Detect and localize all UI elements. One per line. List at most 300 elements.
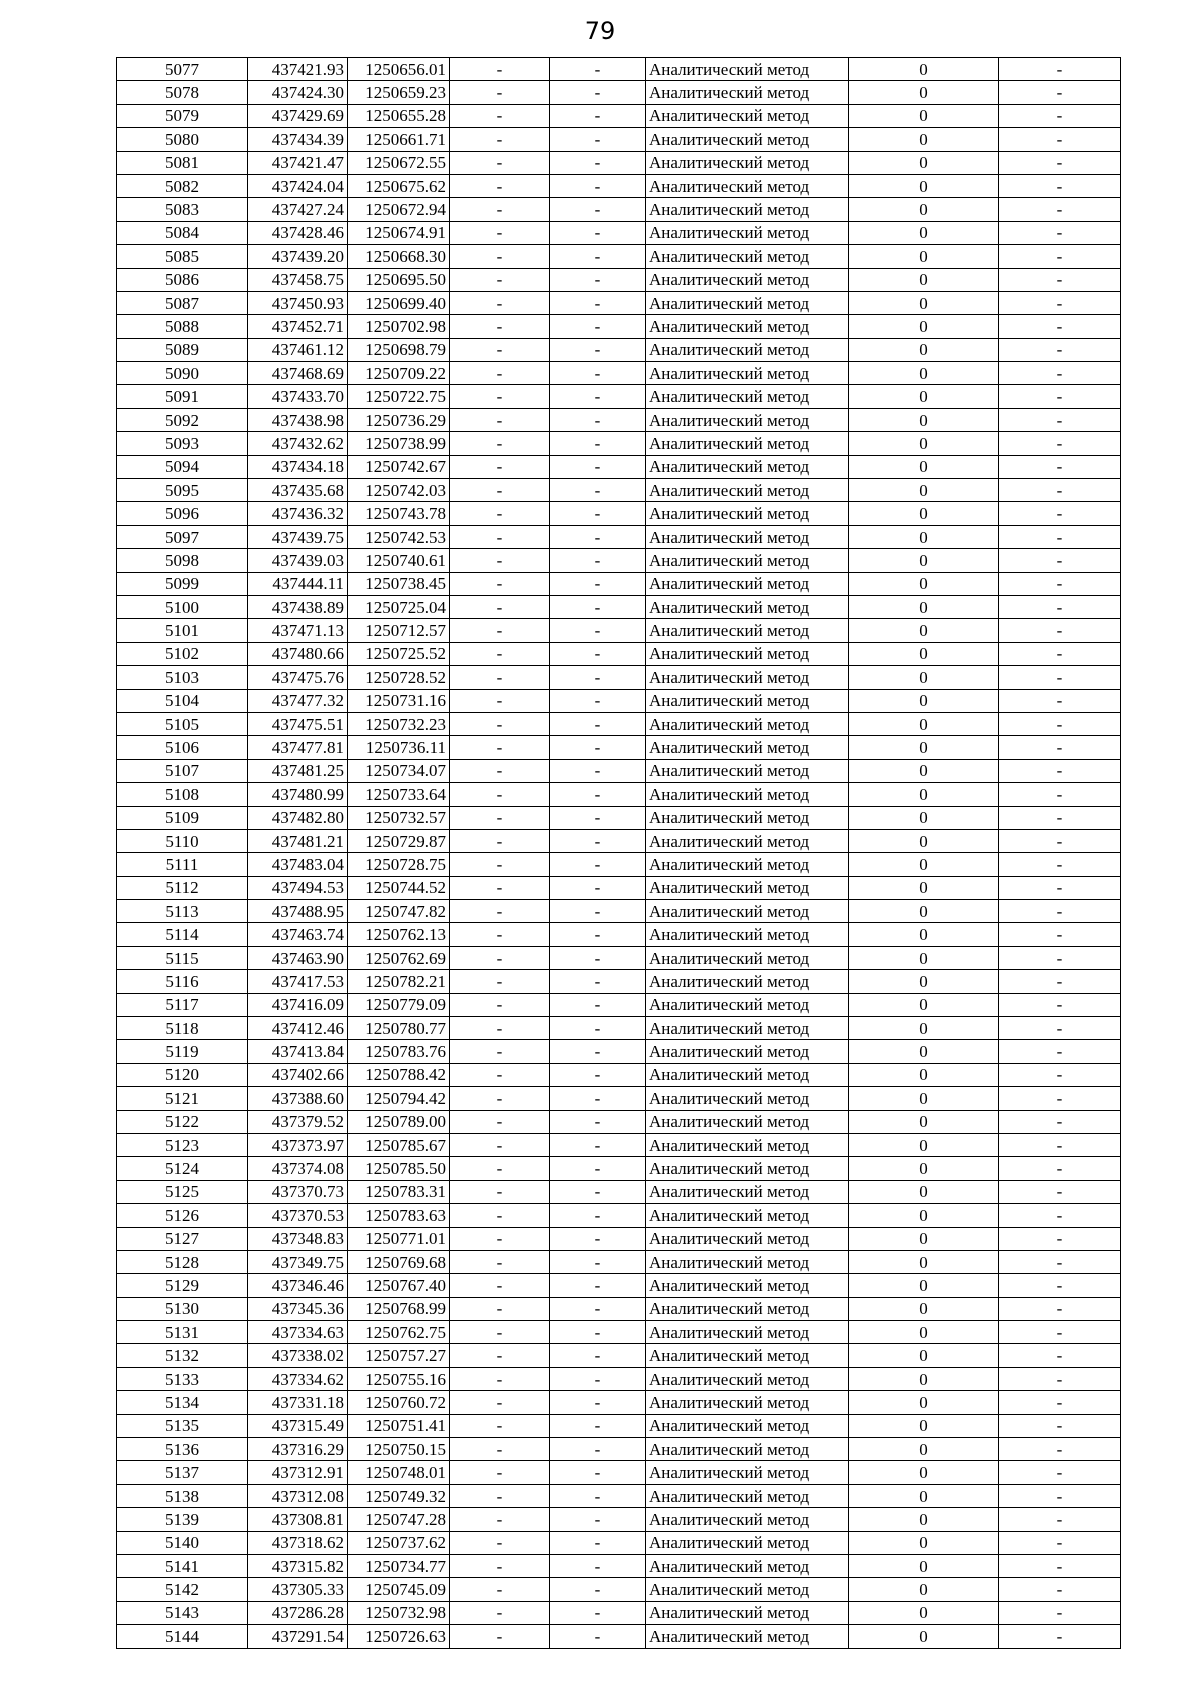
y-coordinate-cell: 1250762.13 (348, 923, 450, 946)
empty-value-cell: - (450, 1531, 550, 1554)
method-cell: Аналитический метод (646, 502, 849, 525)
y-coordinate-cell: 1250760.72 (348, 1391, 450, 1414)
table-row (117, 1484, 1121, 1507)
empty-value-cell: - (450, 1438, 550, 1461)
method-cell: Аналитический метод (646, 432, 849, 455)
method-cell: Аналитический метод (646, 923, 849, 946)
empty-value-cell: - (550, 1157, 646, 1180)
error-value-cell: 0 (849, 759, 999, 782)
x-coordinate-cell: 437427.24 (248, 198, 348, 221)
x-coordinate-cell: 437432.62 (248, 432, 348, 455)
empty-value-cell: - (450, 1040, 550, 1063)
empty-value-cell: - (999, 900, 1121, 923)
method-cell: Аналитический метод (646, 479, 849, 502)
empty-value-cell: - (999, 362, 1121, 385)
table-row (117, 1344, 1121, 1367)
empty-value-cell: - (450, 712, 550, 735)
method-cell: Аналитический метод (646, 1578, 849, 1601)
x-coordinate-cell: 437305.33 (248, 1578, 348, 1601)
x-coordinate-cell: 437416.09 (248, 993, 348, 1016)
empty-value-cell: - (999, 1508, 1121, 1531)
empty-value-cell: - (999, 572, 1121, 595)
empty-value-cell: - (999, 759, 1121, 782)
table-row (117, 1227, 1121, 1250)
x-coordinate-cell: 437412.46 (248, 1017, 348, 1040)
empty-value-cell: - (450, 1391, 550, 1414)
error-value-cell: 0 (849, 1461, 999, 1484)
empty-value-cell: - (999, 315, 1121, 338)
empty-value-cell: - (999, 1110, 1121, 1133)
error-value-cell: 0 (849, 1204, 999, 1227)
empty-value-cell: - (999, 104, 1121, 127)
y-coordinate-cell: 1250737.62 (348, 1531, 450, 1554)
empty-value-cell: - (550, 1578, 646, 1601)
table-row (117, 1625, 1121, 1648)
empty-value-cell: - (450, 923, 550, 946)
empty-value-cell: - (450, 1227, 550, 1250)
x-coordinate-cell: 437413.84 (248, 1040, 348, 1063)
point-number-cell: 5088 (117, 315, 248, 338)
error-value-cell: 0 (849, 432, 999, 455)
empty-value-cell: - (550, 291, 646, 314)
method-cell: Аналитический метод (646, 1017, 849, 1040)
x-coordinate-cell: 437345.36 (248, 1297, 348, 1320)
table-row (117, 128, 1121, 151)
error-value-cell: 0 (849, 970, 999, 993)
method-cell: Аналитический метод (646, 829, 849, 852)
empty-value-cell: - (999, 1133, 1121, 1156)
table-row (117, 1461, 1121, 1484)
empty-value-cell: - (550, 572, 646, 595)
page-number: 79 (584, 17, 616, 45)
table-row (117, 1578, 1121, 1601)
error-value-cell: 0 (849, 362, 999, 385)
x-coordinate-cell: 437402.66 (248, 1063, 348, 1086)
x-coordinate-cell: 437417.53 (248, 970, 348, 993)
y-coordinate-cell: 1250782.21 (348, 970, 450, 993)
empty-value-cell: - (999, 1204, 1121, 1227)
empty-value-cell: - (999, 291, 1121, 314)
empty-value-cell: - (450, 1321, 550, 1344)
point-number-cell: 5089 (117, 338, 248, 361)
empty-value-cell: - (999, 245, 1121, 268)
table-row (117, 549, 1121, 572)
y-coordinate-cell: 1250734.77 (348, 1555, 450, 1578)
y-coordinate-cell: 1250769.68 (348, 1250, 450, 1273)
empty-value-cell: - (450, 642, 550, 665)
x-coordinate-cell: 437475.76 (248, 666, 348, 689)
empty-value-cell: - (550, 736, 646, 759)
empty-value-cell: - (450, 1297, 550, 1320)
empty-value-cell: - (550, 712, 646, 735)
y-coordinate-cell: 1250659.23 (348, 81, 450, 104)
empty-value-cell: - (550, 385, 646, 408)
y-coordinate-cell: 1250789.00 (348, 1110, 450, 1133)
error-value-cell: 0 (849, 1040, 999, 1063)
method-cell: Аналитический метод (646, 853, 849, 876)
method-cell: Аналитический метод (646, 1438, 849, 1461)
x-coordinate-cell: 437315.49 (248, 1414, 348, 1437)
table-row (117, 479, 1121, 502)
y-coordinate-cell: 1250771.01 (348, 1227, 450, 1250)
error-value-cell: 0 (849, 689, 999, 712)
table-row (117, 1391, 1121, 1414)
empty-value-cell: - (450, 502, 550, 525)
empty-value-cell: - (999, 338, 1121, 361)
y-coordinate-cell: 1250655.28 (348, 104, 450, 127)
error-value-cell: 0 (849, 81, 999, 104)
method-cell: Аналитический метод (646, 712, 849, 735)
method-cell: Аналитический метод (646, 970, 849, 993)
x-coordinate-cell: 437482.80 (248, 806, 348, 829)
point-number-cell: 5131 (117, 1321, 248, 1344)
method-cell: Аналитический метод (646, 1250, 849, 1273)
y-coordinate-cell: 1250762.75 (348, 1321, 450, 1344)
point-number-cell: 5126 (117, 1204, 248, 1227)
y-coordinate-cell: 1250672.94 (348, 198, 450, 221)
error-value-cell: 0 (849, 1110, 999, 1133)
x-coordinate-cell: 437421.93 (248, 58, 348, 81)
method-cell: Аналитический метод (646, 1414, 849, 1437)
y-coordinate-cell: 1250794.42 (348, 1087, 450, 1110)
empty-value-cell: - (450, 1250, 550, 1273)
empty-value-cell: - (450, 853, 550, 876)
empty-value-cell: - (550, 900, 646, 923)
method-cell: Аналитический метод (646, 1531, 849, 1554)
empty-value-cell: - (550, 245, 646, 268)
empty-value-cell: - (999, 1391, 1121, 1414)
empty-value-cell: - (550, 1087, 646, 1110)
method-cell: Аналитический метод (646, 455, 849, 478)
empty-value-cell: - (450, 1578, 550, 1601)
method-cell: Аналитический метод (646, 1204, 849, 1227)
method-cell: Аналитический метод (646, 362, 849, 385)
y-coordinate-cell: 1250783.76 (348, 1040, 450, 1063)
empty-value-cell: - (550, 1601, 646, 1624)
empty-value-cell: - (450, 1063, 550, 1086)
empty-value-cell: - (450, 58, 550, 81)
table-row (117, 1017, 1121, 1040)
method-cell: Аналитический метод (646, 1508, 849, 1531)
method-cell: Аналитический метод (646, 128, 849, 151)
point-number-cell: 5107 (117, 759, 248, 782)
error-value-cell: 0 (849, 829, 999, 852)
empty-value-cell: - (550, 970, 646, 993)
empty-value-cell: - (550, 81, 646, 104)
empty-value-cell: - (450, 572, 550, 595)
point-number-cell: 5135 (117, 1414, 248, 1437)
table-row (117, 1274, 1121, 1297)
y-coordinate-cell: 1250780.77 (348, 1017, 450, 1040)
point-number-cell: 5092 (117, 408, 248, 431)
empty-value-cell: - (550, 1555, 646, 1578)
empty-value-cell: - (550, 525, 646, 548)
y-coordinate-cell: 1250742.53 (348, 525, 450, 548)
x-coordinate-cell: 437318.62 (248, 1531, 348, 1554)
empty-value-cell: - (999, 1297, 1121, 1320)
x-coordinate-cell: 437488.95 (248, 900, 348, 923)
method-cell: Аналитический метод (646, 783, 849, 806)
method-cell: Аналитический метод (646, 689, 849, 712)
table-row (117, 1157, 1121, 1180)
error-value-cell: 0 (849, 268, 999, 291)
y-coordinate-cell: 1250783.31 (348, 1180, 450, 1203)
point-number-cell: 5122 (117, 1110, 248, 1133)
empty-value-cell: - (550, 1274, 646, 1297)
empty-value-cell: - (999, 829, 1121, 852)
y-coordinate-cell: 1250736.11 (348, 736, 450, 759)
table-row (117, 619, 1121, 642)
y-coordinate-cell: 1250722.75 (348, 385, 450, 408)
empty-value-cell: - (550, 1344, 646, 1367)
method-cell: Аналитический метод (646, 642, 849, 665)
error-value-cell: 0 (849, 1625, 999, 1648)
error-value-cell: 0 (849, 853, 999, 876)
error-value-cell: 0 (849, 385, 999, 408)
x-coordinate-cell: 437388.60 (248, 1087, 348, 1110)
empty-value-cell: - (999, 385, 1121, 408)
empty-value-cell: - (550, 1508, 646, 1531)
table-row (117, 174, 1121, 197)
error-value-cell: 0 (849, 572, 999, 595)
error-value-cell: 0 (849, 712, 999, 735)
y-coordinate-cell: 1250728.75 (348, 853, 450, 876)
x-coordinate-cell: 437370.53 (248, 1204, 348, 1227)
coordinates-table (116, 57, 1121, 1649)
empty-value-cell: - (999, 1180, 1121, 1203)
table-row (117, 1297, 1121, 1320)
point-number-cell: 5141 (117, 1555, 248, 1578)
empty-value-cell: - (550, 1227, 646, 1250)
y-coordinate-cell: 1250743.78 (348, 502, 450, 525)
table-row (117, 1555, 1121, 1578)
y-coordinate-cell: 1250695.50 (348, 268, 450, 291)
table-row (117, 759, 1121, 782)
error-value-cell: 0 (849, 1555, 999, 1578)
table-row (117, 1438, 1121, 1461)
table-row (117, 712, 1121, 735)
x-coordinate-cell: 437308.81 (248, 1508, 348, 1531)
empty-value-cell: - (450, 315, 550, 338)
point-number-cell: 5119 (117, 1040, 248, 1063)
error-value-cell: 0 (849, 549, 999, 572)
x-coordinate-cell: 437483.04 (248, 853, 348, 876)
method-cell: Аналитический метод (646, 81, 849, 104)
empty-value-cell: - (999, 923, 1121, 946)
empty-value-cell: - (450, 81, 550, 104)
method-cell: Аналитический метод (646, 338, 849, 361)
error-value-cell: 0 (849, 1133, 999, 1156)
empty-value-cell: - (550, 853, 646, 876)
empty-value-cell: - (550, 595, 646, 618)
error-value-cell: 0 (849, 221, 999, 244)
method-cell: Аналитический метод (646, 1461, 849, 1484)
error-value-cell: 0 (849, 1367, 999, 1390)
table-row (117, 1531, 1121, 1554)
x-coordinate-cell: 437349.75 (248, 1250, 348, 1273)
point-number-cell: 5136 (117, 1438, 248, 1461)
table-row (117, 268, 1121, 291)
method-cell: Аналитический метод (646, 946, 849, 969)
error-value-cell: 0 (849, 408, 999, 431)
y-coordinate-cell: 1250699.40 (348, 291, 450, 314)
point-number-cell: 5117 (117, 993, 248, 1016)
empty-value-cell: - (450, 1274, 550, 1297)
error-value-cell: 0 (849, 315, 999, 338)
error-value-cell: 0 (849, 1438, 999, 1461)
error-value-cell: 0 (849, 1087, 999, 1110)
table-row (117, 689, 1121, 712)
point-number-cell: 5127 (117, 1227, 248, 1250)
method-cell: Аналитический метод (646, 104, 849, 127)
empty-value-cell: - (450, 1157, 550, 1180)
method-cell: Аналитический метод (646, 58, 849, 81)
empty-value-cell: - (450, 291, 550, 314)
empty-value-cell: - (450, 759, 550, 782)
table-row (117, 853, 1121, 876)
table-row (117, 993, 1121, 1016)
y-coordinate-cell: 1250661.71 (348, 128, 450, 151)
method-cell: Аналитический метод (646, 1157, 849, 1180)
error-value-cell: 0 (849, 595, 999, 618)
x-coordinate-cell: 437481.21 (248, 829, 348, 852)
error-value-cell: 0 (849, 923, 999, 946)
method-cell: Аналитический метод (646, 1110, 849, 1133)
point-number-cell: 5083 (117, 198, 248, 221)
point-number-cell: 5115 (117, 946, 248, 969)
point-number-cell: 5094 (117, 455, 248, 478)
empty-value-cell: - (550, 1250, 646, 1273)
empty-value-cell: - (450, 1555, 550, 1578)
table-row (117, 1110, 1121, 1133)
error-value-cell: 0 (849, 993, 999, 1016)
table-row (117, 923, 1121, 946)
empty-value-cell: - (450, 619, 550, 642)
table-row (117, 315, 1121, 338)
empty-value-cell: - (999, 1274, 1121, 1297)
table-row (117, 408, 1121, 431)
empty-value-cell: - (999, 619, 1121, 642)
point-number-cell: 5093 (117, 432, 248, 455)
error-value-cell: 0 (849, 245, 999, 268)
x-coordinate-cell: 437286.28 (248, 1601, 348, 1624)
empty-value-cell: - (450, 338, 550, 361)
empty-value-cell: - (550, 479, 646, 502)
empty-value-cell: - (999, 783, 1121, 806)
empty-value-cell: - (450, 174, 550, 197)
x-coordinate-cell: 437439.03 (248, 549, 348, 572)
error-value-cell: 0 (849, 128, 999, 151)
empty-value-cell: - (450, 1204, 550, 1227)
y-coordinate-cell: 1250785.67 (348, 1133, 450, 1156)
empty-value-cell: - (550, 104, 646, 127)
method-cell: Аналитический метод (646, 1367, 849, 1390)
error-value-cell: 0 (849, 1063, 999, 1086)
x-coordinate-cell: 437494.53 (248, 876, 348, 899)
point-number-cell: 5140 (117, 1531, 248, 1554)
error-value-cell: 0 (849, 1274, 999, 1297)
table-row (117, 1601, 1121, 1624)
empty-value-cell: - (550, 315, 646, 338)
x-coordinate-cell: 437373.97 (248, 1133, 348, 1156)
error-value-cell: 0 (849, 151, 999, 174)
method-cell: Аналитический метод (646, 736, 849, 759)
empty-value-cell: - (999, 1250, 1121, 1273)
x-coordinate-cell: 437433.70 (248, 385, 348, 408)
y-coordinate-cell: 1250742.67 (348, 455, 450, 478)
x-coordinate-cell: 437452.71 (248, 315, 348, 338)
empty-value-cell: - (999, 502, 1121, 525)
y-coordinate-cell: 1250749.32 (348, 1484, 450, 1507)
empty-value-cell: - (450, 1484, 550, 1507)
x-coordinate-cell: 437315.82 (248, 1555, 348, 1578)
empty-value-cell: - (999, 408, 1121, 431)
empty-value-cell: - (550, 923, 646, 946)
x-coordinate-cell: 437461.12 (248, 338, 348, 361)
empty-value-cell: - (550, 829, 646, 852)
table-row (117, 291, 1121, 314)
point-number-cell: 5128 (117, 1250, 248, 1273)
x-coordinate-cell: 437450.93 (248, 291, 348, 314)
y-coordinate-cell: 1250747.82 (348, 900, 450, 923)
y-coordinate-cell: 1250668.30 (348, 245, 450, 268)
method-cell: Аналитический метод (646, 1180, 849, 1203)
x-coordinate-cell: 437480.66 (248, 642, 348, 665)
empty-value-cell: - (450, 1601, 550, 1624)
table-row (117, 432, 1121, 455)
error-value-cell: 0 (849, 338, 999, 361)
point-number-cell: 5123 (117, 1133, 248, 1156)
empty-value-cell: - (550, 58, 646, 81)
empty-value-cell: - (450, 104, 550, 127)
empty-value-cell: - (450, 736, 550, 759)
method-cell: Аналитический метод (646, 549, 849, 572)
empty-value-cell: - (450, 666, 550, 689)
x-coordinate-cell: 437379.52 (248, 1110, 348, 1133)
method-cell: Аналитический метод (646, 1274, 849, 1297)
x-coordinate-cell: 437463.74 (248, 923, 348, 946)
table-body (117, 58, 1121, 1649)
point-number-cell: 5130 (117, 1297, 248, 1320)
empty-value-cell: - (550, 1040, 646, 1063)
empty-value-cell: - (450, 245, 550, 268)
y-coordinate-cell: 1250675.62 (348, 174, 450, 197)
empty-value-cell: - (450, 1344, 550, 1367)
x-coordinate-cell: 437436.32 (248, 502, 348, 525)
empty-value-cell: - (999, 993, 1121, 1016)
point-number-cell: 5102 (117, 642, 248, 665)
point-number-cell: 5091 (117, 385, 248, 408)
empty-value-cell: - (450, 689, 550, 712)
x-coordinate-cell: 437475.51 (248, 712, 348, 735)
empty-value-cell: - (999, 1017, 1121, 1040)
empty-value-cell: - (999, 642, 1121, 665)
x-coordinate-cell: 437439.75 (248, 525, 348, 548)
method-cell: Аналитический метод (646, 268, 849, 291)
x-coordinate-cell: 437421.47 (248, 151, 348, 174)
error-value-cell: 0 (849, 1180, 999, 1203)
table-row (117, 1087, 1121, 1110)
empty-value-cell: - (550, 1180, 646, 1203)
empty-value-cell: - (550, 759, 646, 782)
empty-value-cell: - (450, 1414, 550, 1437)
point-number-cell: 5139 (117, 1508, 248, 1531)
x-coordinate-cell: 437438.98 (248, 408, 348, 431)
table-row (117, 525, 1121, 548)
y-coordinate-cell: 1250750.15 (348, 1438, 450, 1461)
method-cell: Аналитический метод (646, 198, 849, 221)
empty-value-cell: - (450, 549, 550, 572)
